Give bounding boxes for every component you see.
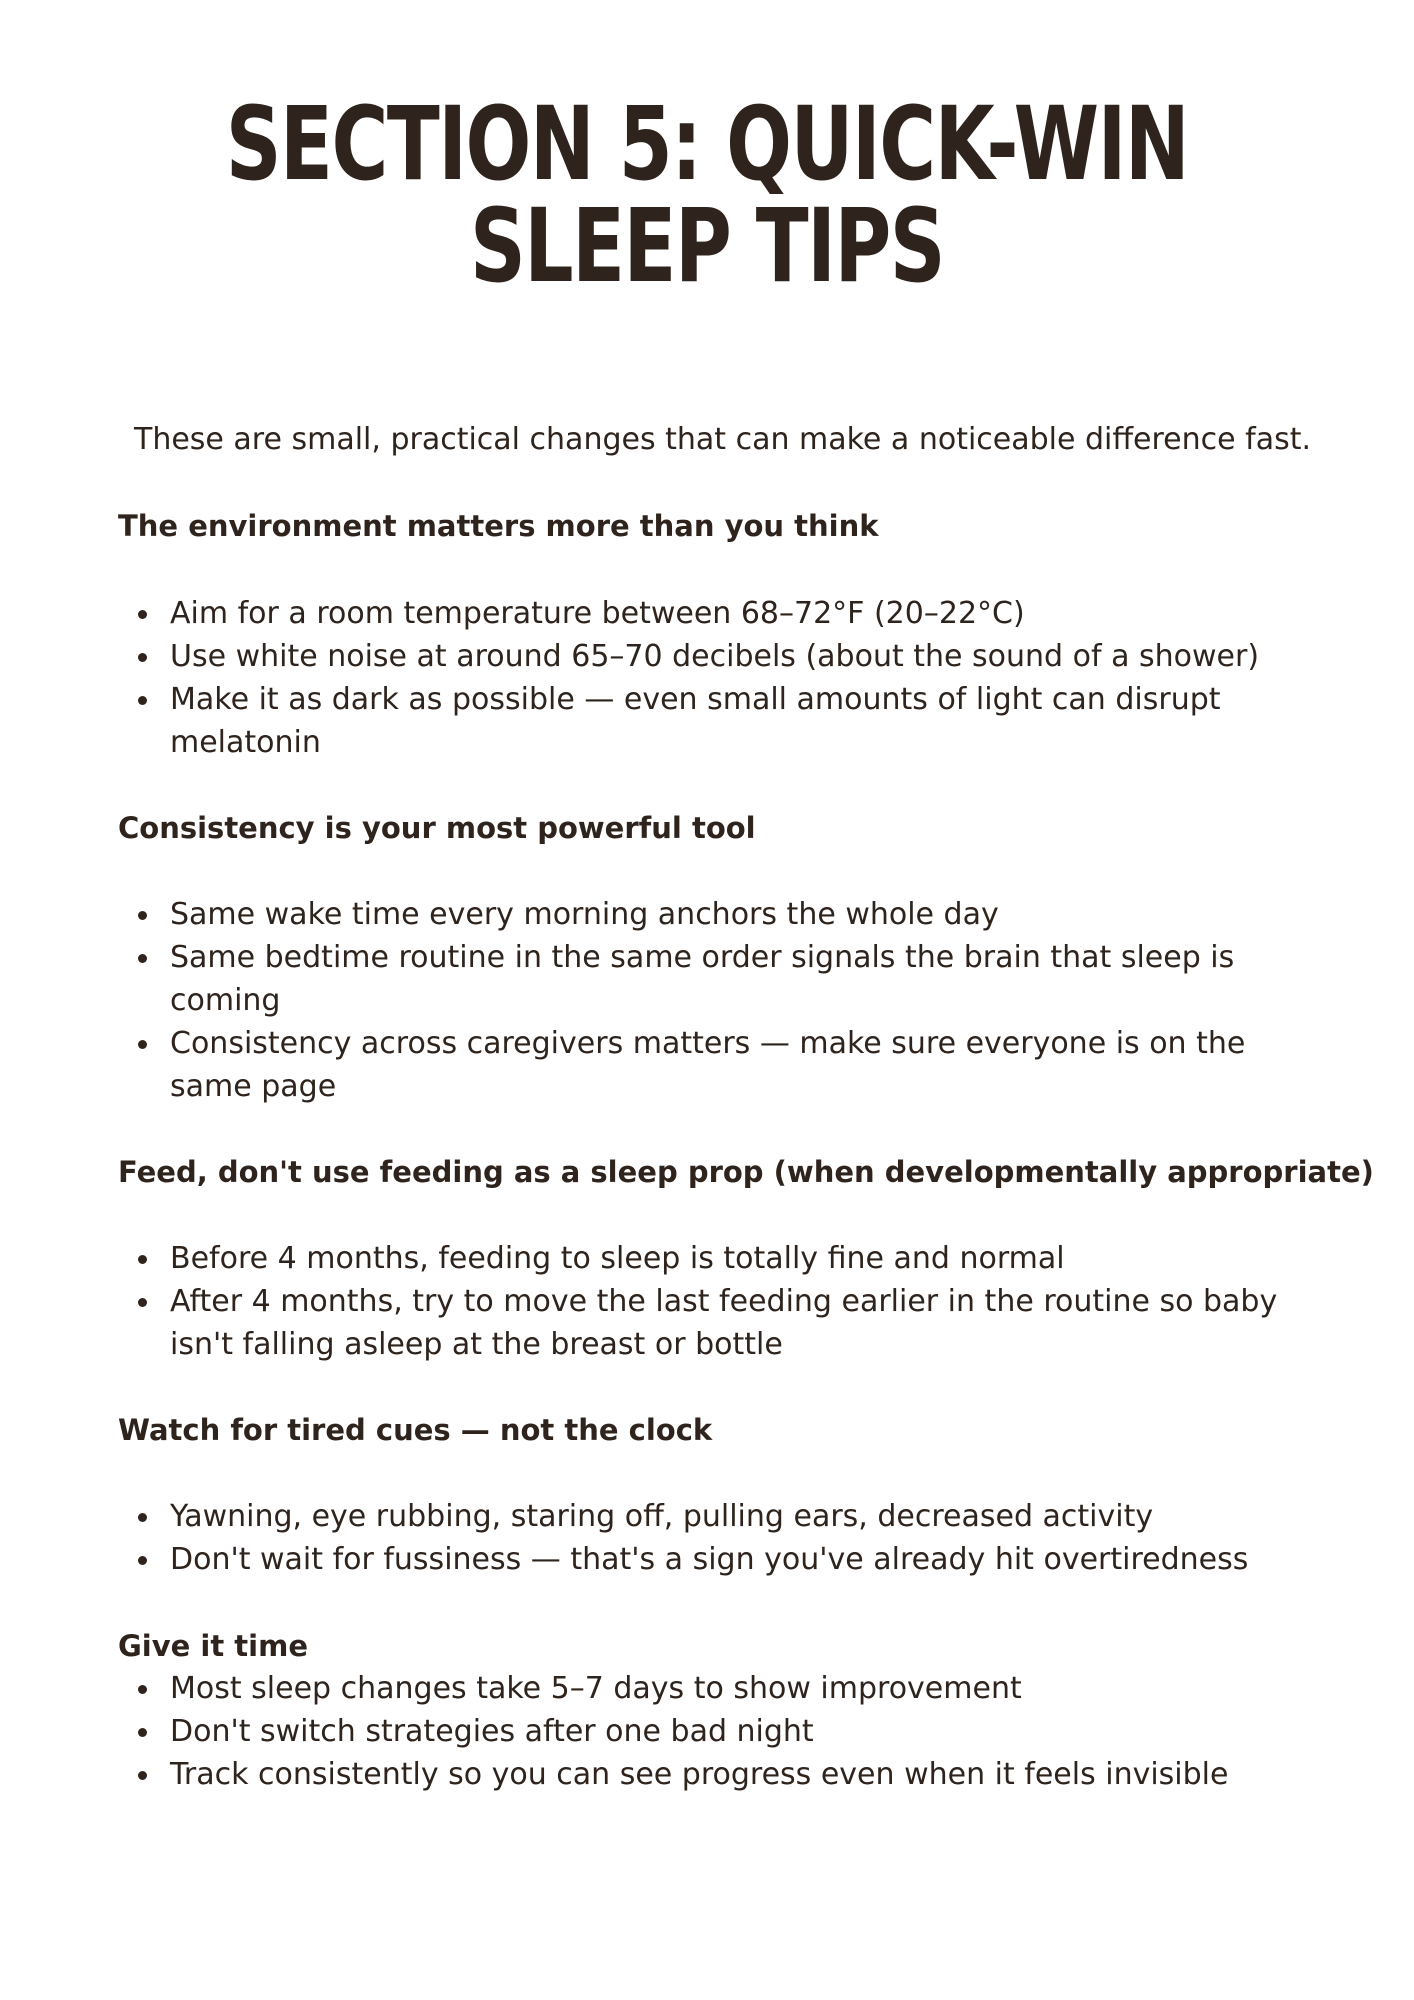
list-item-text: Aim for a room temperature between 68–72°F (20–22°C) (170, 596, 1025, 631)
list-item (130, 1753, 1300, 1796)
bullet-icon (138, 1513, 147, 1522)
list-item-text: Most sleep changes take 5–7 days to show improvement (170, 1671, 1022, 1706)
list-item-text: Track consistently so you can see progress even when it feels invisible (170, 1757, 1229, 1792)
list-item-text: Consistency across caregivers matters — make sure everyone is on the same page (170, 1026, 1246, 1104)
list-item (130, 1495, 1300, 1538)
bullet-icon (138, 1556, 147, 1565)
list-item-text: After 4 months, try to move the last feeding earlier in the routine so baby isn't falling asleep at the breast or bottle (170, 1284, 1278, 1362)
list-item (130, 1667, 1300, 1710)
bullet-icon (138, 1685, 147, 1694)
section-heading-feeding: Feed, don't use feeding as a sleep prop (when developmentally appropriate) (118, 1155, 1374, 1189)
list-item (130, 1022, 1300, 1108)
list-item-text: Use white noise at around 65–70 decibels (about the sound of a shower) (170, 639, 1260, 674)
bullet-icon (138, 954, 147, 963)
list-item-text: Same bedtime routine in the same order signals the brain that sleep is coming (170, 940, 1235, 1018)
page-title-line-2: SLEEP TIPS (469, 187, 945, 306)
list-item-text: Don't wait for fussiness — that's a sign you've already hit overtiredness (170, 1542, 1249, 1577)
bullet-list-feeding (130, 1237, 1300, 1366)
list-item (130, 592, 1300, 635)
bullet-icon (138, 653, 147, 662)
list-item (130, 936, 1300, 1022)
list-item-text: Make it as dark as possible — even small amounts of light can disrupt melatonin (170, 682, 1221, 760)
bullet-icon (138, 1298, 147, 1307)
list-item (130, 1280, 1300, 1366)
bullet-icon (138, 1728, 147, 1737)
section-heading-tired-cues: Watch for tired cues — not the clock (118, 1413, 713, 1447)
section-heading-give-it-time: Give it time (118, 1629, 309, 1663)
bullet-icon (138, 1255, 147, 1264)
bullet-icon (138, 610, 147, 619)
intro-text: These are small, practical changes that can make a noticeable difference fast. (134, 422, 1312, 457)
list-item-text: Same wake time every morning anchors the whole day (170, 897, 999, 932)
list-item-text: Don't switch strategies after one bad night (170, 1714, 814, 1749)
bullet-icon (138, 696, 147, 705)
bullet-list-tired-cues (130, 1495, 1300, 1581)
section-heading-environment: The environment matters more than you think (118, 509, 879, 543)
page-title-line-1: SECTION 5: QUICK-WIN (225, 85, 1189, 204)
page-title (170, 85, 1245, 306)
bullet-list-consistency (130, 893, 1300, 1108)
list-item (130, 1237, 1300, 1280)
list-item (130, 678, 1300, 764)
list-item-text: Yawning, eye rubbing, staring off, pulling ears, decreased activity (170, 1499, 1154, 1534)
bullet-icon (138, 1771, 147, 1780)
bullet-icon (138, 1040, 147, 1049)
bullet-icon (138, 911, 147, 920)
list-item (130, 1710, 1300, 1753)
section-heading-consistency: Consistency is your most powerful tool (118, 811, 756, 845)
list-item (130, 635, 1300, 678)
list-item (130, 893, 1300, 936)
list-item (130, 1538, 1300, 1581)
bullet-list-environment (130, 592, 1300, 764)
bullet-list-give-it-time (130, 1667, 1300, 1796)
list-item-text: Before 4 months, feeding to sleep is totally fine and normal (170, 1241, 1065, 1276)
